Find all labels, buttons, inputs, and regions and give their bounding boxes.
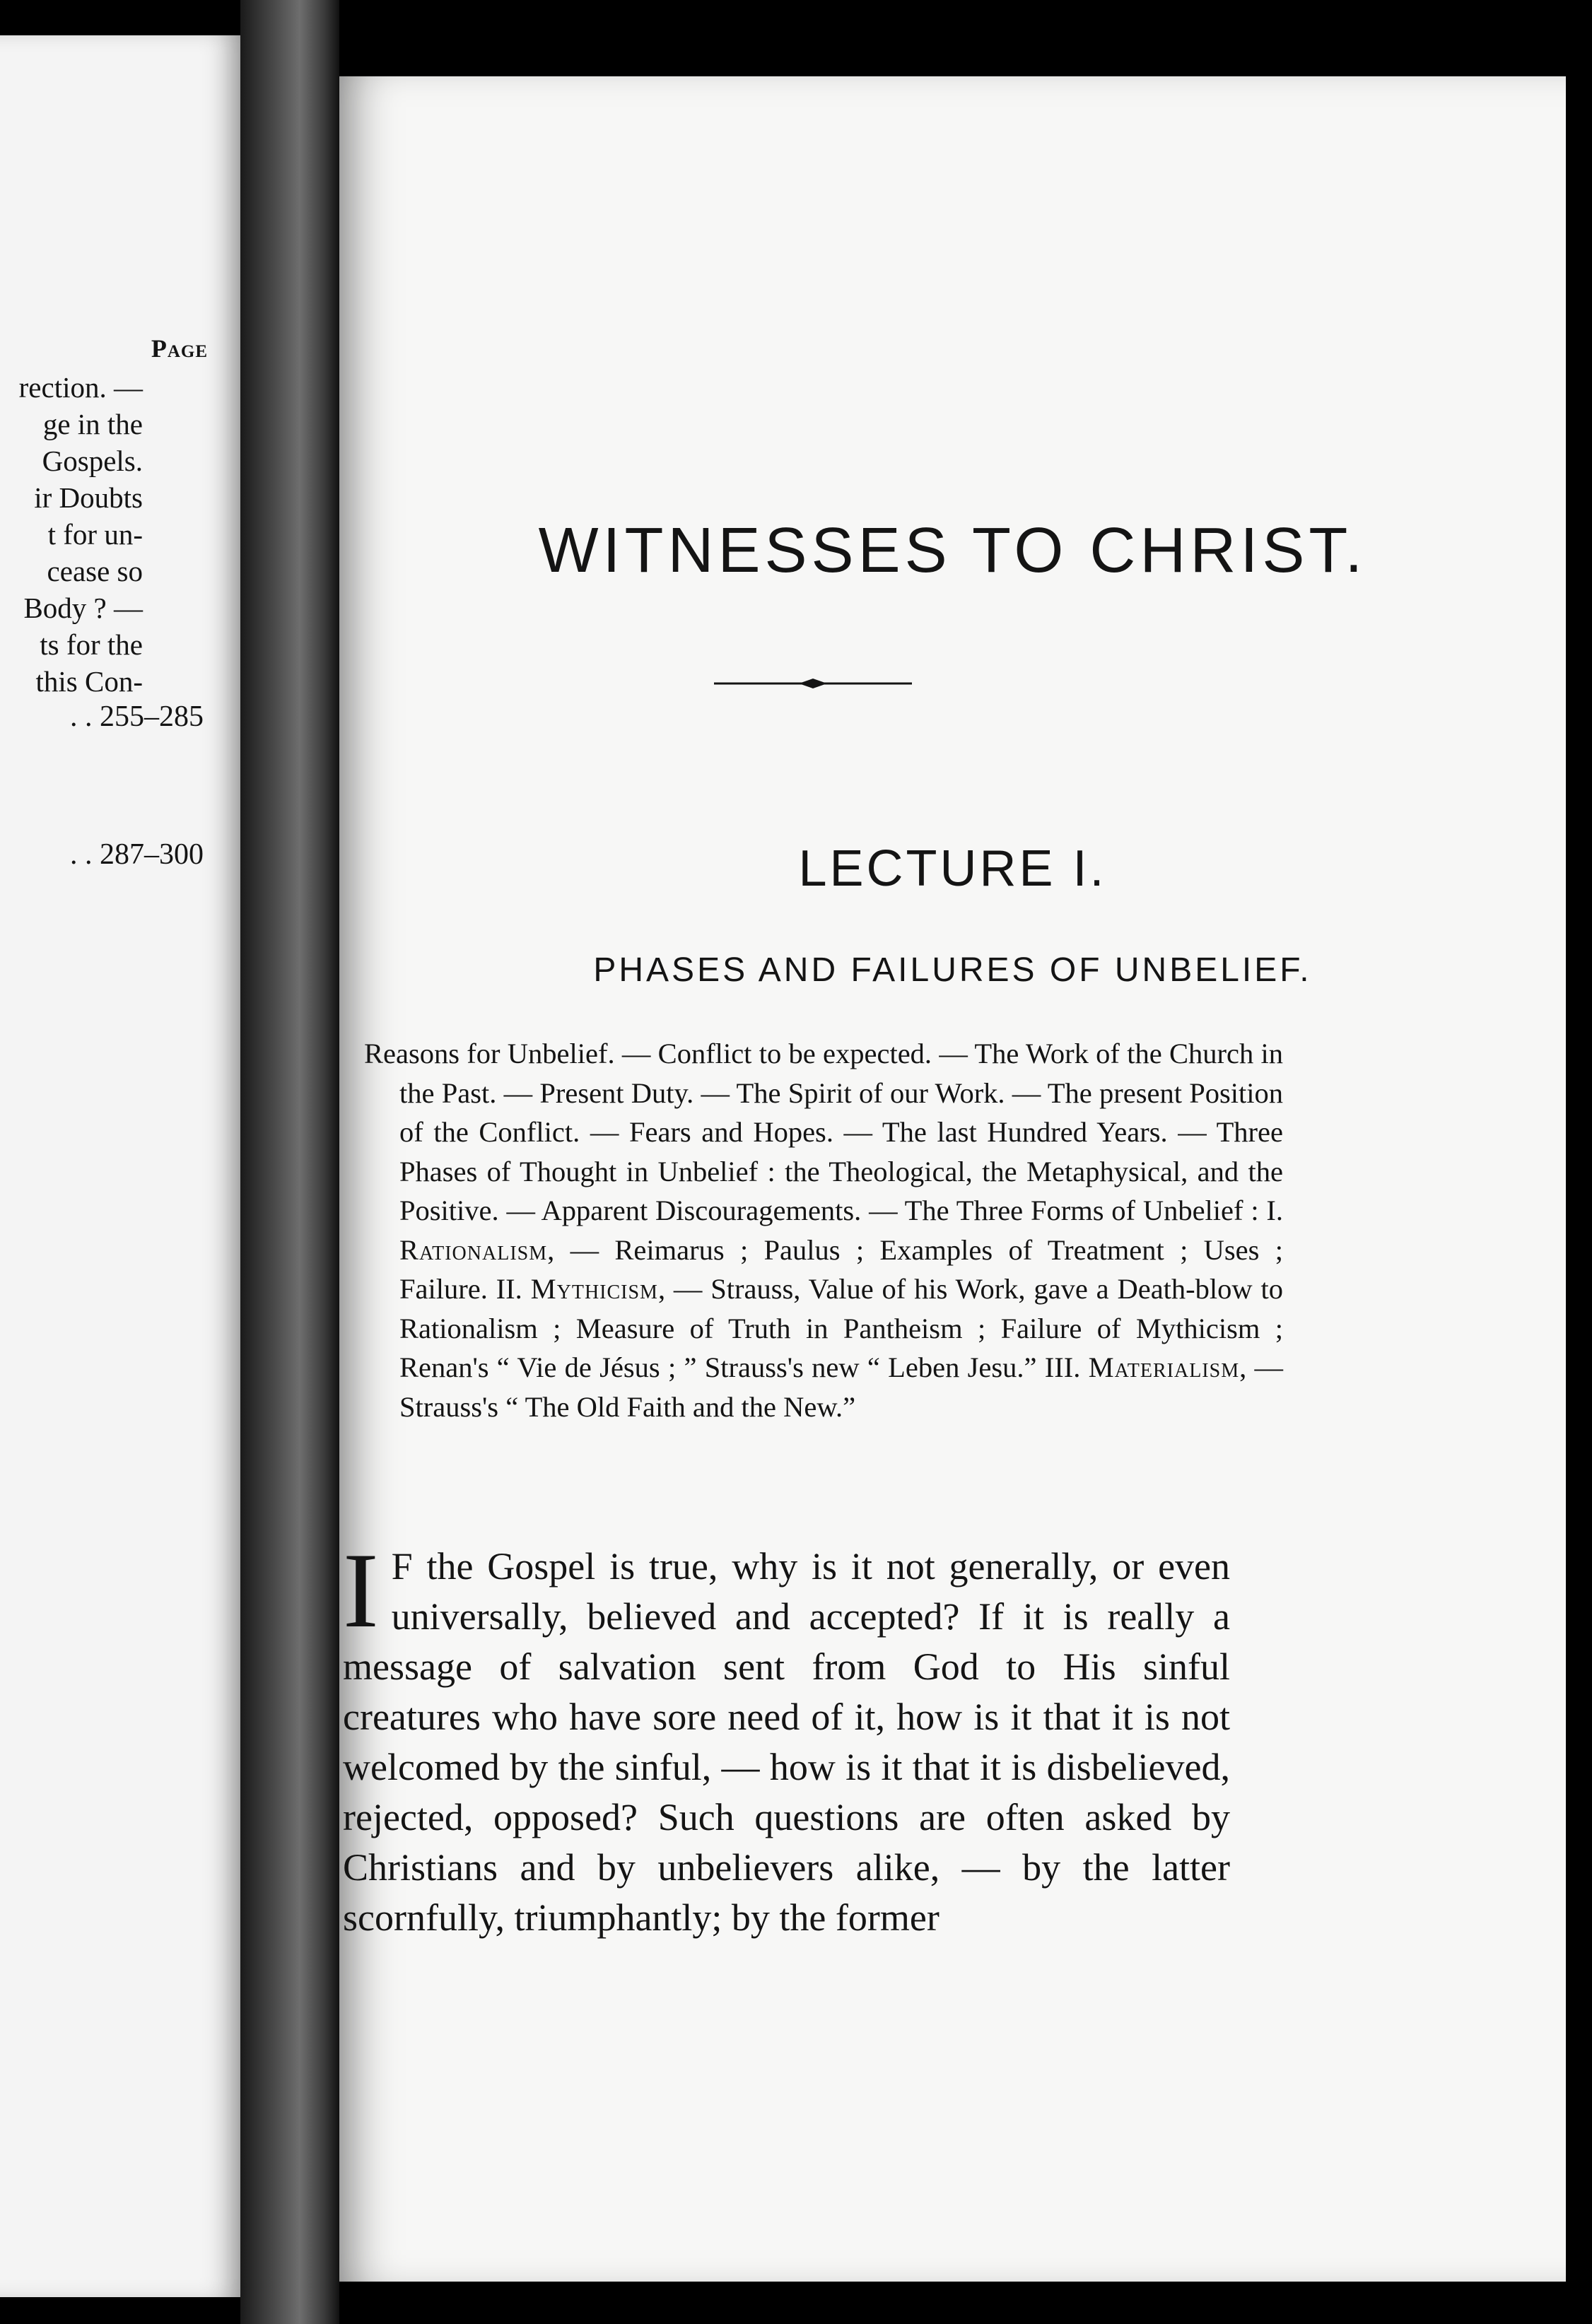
- book-gutter: [240, 0, 339, 2324]
- toc-line: Gospels.: [42, 445, 143, 477]
- synopsis-text: , — Strauss, Value of his Work, gave a Death-blow to Rationalism ; Measure of Truth in Pantheism ; Failure of Mythicism ; Renan's “ Vie de Jésus ; ” Strauss's new “ Leben Jesu.” III.: [399, 1273, 1283, 1383]
- toc-line: ir Doubts: [34, 481, 143, 514]
- drop-cap: I: [343, 1531, 379, 1650]
- lecture-title: PHASES AND FAILURES OF UNBELIEF.: [593, 951, 1312, 989]
- first-word-rest: F: [391, 1545, 413, 1588]
- book-title: WITNESSES TO CHRIST.: [538, 515, 1367, 586]
- body-text: the Gospel is true, why is it not generally, or even universally, believed and accepted? If it is really a message of salvation sent from God to His sinful creatures who have sore need of it, how is it that it is not welcomed by the sinful, — how is it that it is disbelieved, rejected, opposed? Such questions are often asked by Christians and by unbelievers alike, — by the latter scornfully, triumphantly; by the former: [343, 1545, 1230, 1939]
- synopsis-term-materialism: Materialism: [1088, 1351, 1240, 1383]
- left-page: [0, 35, 240, 2297]
- toc-line: ge in the: [42, 408, 143, 440]
- lecture-heading: LECTURE I.: [798, 840, 1107, 897]
- right-page: [339, 76, 1566, 2282]
- toc-line: Body ? —: [23, 592, 143, 624]
- toc-line: rection. —: [18, 371, 143, 404]
- lecture-synopsis: [364, 1034, 1283, 1426]
- synopsis-term-rationalism: Rationalism: [399, 1233, 548, 1266]
- toc-line: this Con-: [35, 665, 143, 698]
- synopsis-text: Reasons for Unbelief. — Conflict to be expected. — The Work of the Church in the Past. — Present Duty. — The Spirit of our Work. — The present Position of the Conflict. — Fears and Hopes. — The last Hundred Years. — Three Phases of Thought in Unbelief : the Theological, the Metaphysical, and the Positive. — Apparent Discouragements. — The Three Forms of Unbelief : I.: [364, 1038, 1283, 1226]
- toc-entry-fragments: [0, 369, 143, 700]
- toc-line: t for un-: [47, 518, 143, 551]
- toc-line: ts for the: [40, 628, 143, 661]
- toc-page-range: . . 255–285: [70, 700, 204, 733]
- title-ornament: [714, 675, 912, 692]
- synopsis-text: , — Strauss's “ The Old Faith and the New.”: [399, 1351, 1284, 1423]
- toc-line: cease so: [47, 555, 143, 587]
- toc-page-range: . . 287–300: [70, 838, 204, 871]
- body-paragraph: [343, 1531, 1230, 1943]
- synopsis-text: , — Reimarus ; Paulus ; Examples of Treatment ; Uses ; Failure. II.: [399, 1233, 1283, 1305]
- page-column-label: Page: [151, 334, 208, 363]
- page-content: [339, 76, 1566, 2282]
- synopsis-term-mythicism: Mythicism: [530, 1273, 658, 1305]
